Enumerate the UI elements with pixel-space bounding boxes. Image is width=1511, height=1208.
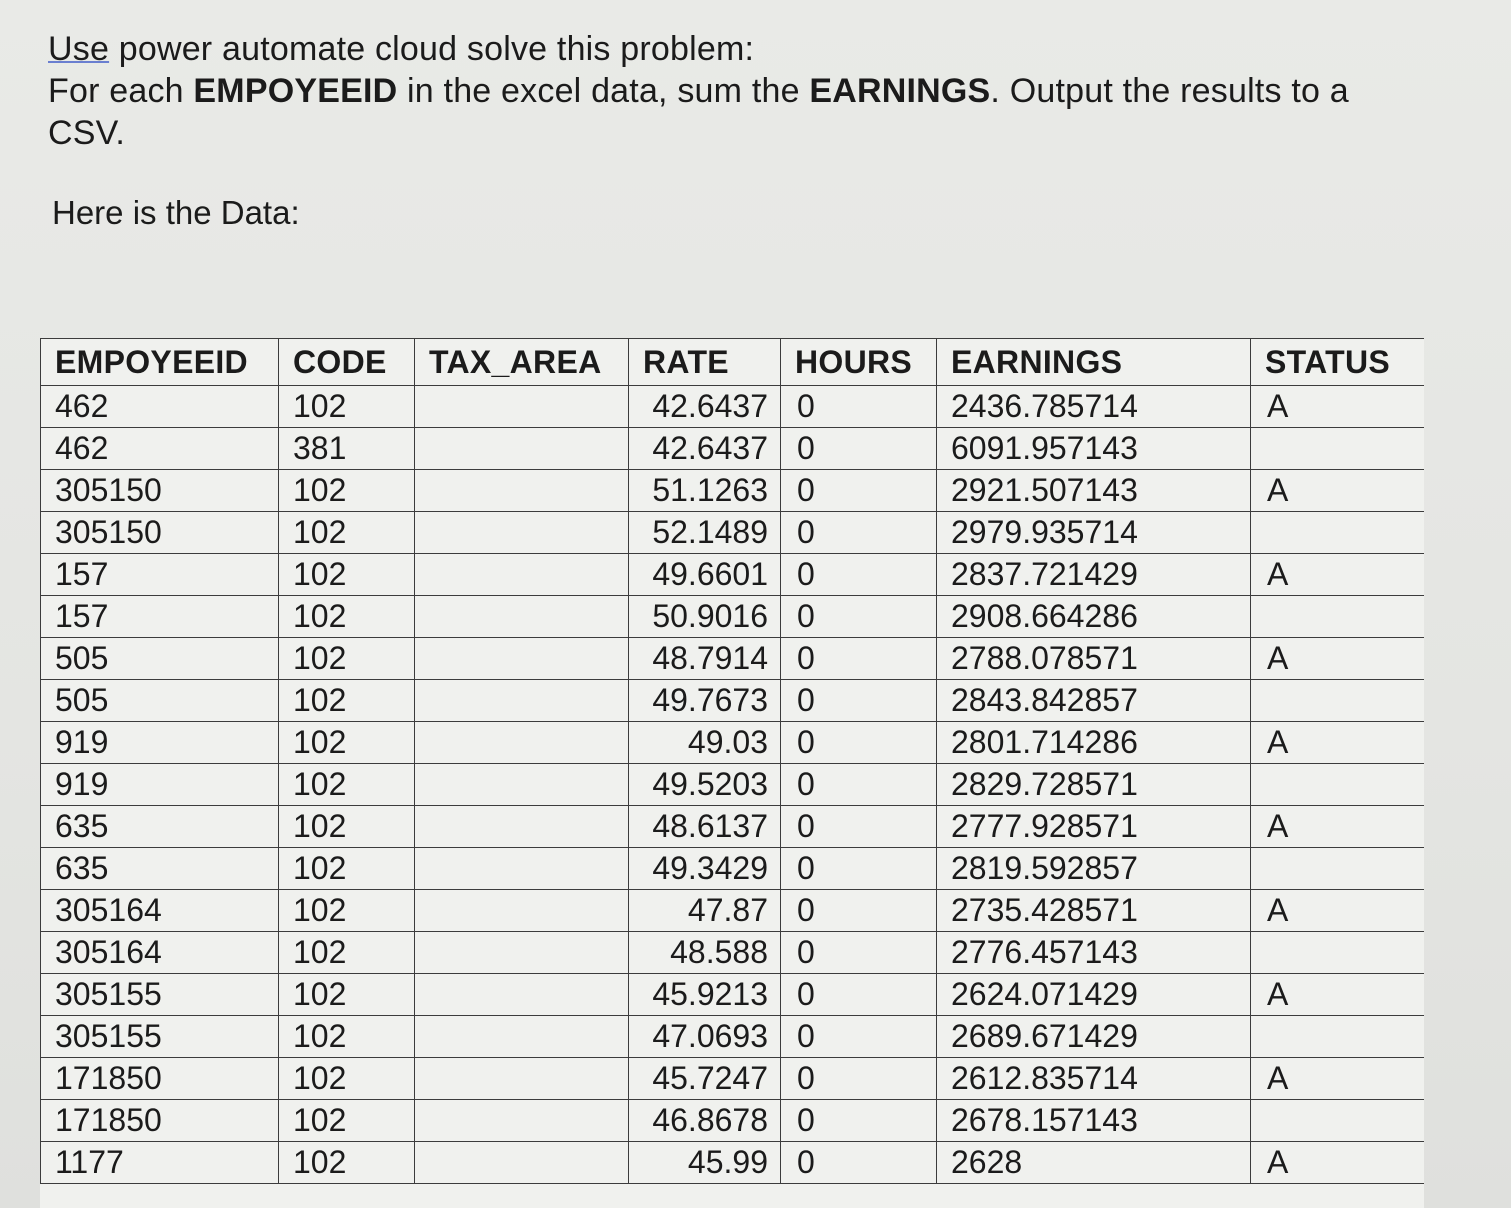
cell-earnings: 2837.721429 bbox=[937, 554, 1251, 596]
column-header-code: CODE bbox=[279, 339, 415, 386]
cell-earnings: 2776.457143 bbox=[937, 932, 1251, 974]
cell-hours: 0 bbox=[781, 848, 937, 890]
cell-earnings: 2819.592857 bbox=[937, 848, 1251, 890]
cell-tax-area bbox=[415, 764, 629, 806]
cell-empoyeeid: 305164 bbox=[41, 932, 279, 974]
instruction-line-2 bbox=[48, 70, 1408, 112]
cell-empoyeeid: 171850 bbox=[41, 1100, 279, 1142]
cell-earnings: 2678.157143 bbox=[937, 1100, 1251, 1142]
cell-earnings: 2908.664286 bbox=[937, 596, 1251, 638]
table-row bbox=[41, 386, 1425, 428]
cell-tax-area bbox=[415, 554, 629, 596]
cell-rate: 48.588 bbox=[629, 932, 781, 974]
cell-earnings: 2735.428571 bbox=[937, 890, 1251, 932]
cell-tax-area bbox=[415, 974, 629, 1016]
cell-rate: 46.8678 bbox=[629, 1100, 781, 1142]
cell-status: A bbox=[1251, 386, 1425, 428]
cell-earnings: 2436.785714 bbox=[937, 386, 1251, 428]
table-row bbox=[41, 512, 1425, 554]
cell-rate: 45.9213 bbox=[629, 974, 781, 1016]
cell-hours: 0 bbox=[781, 680, 937, 722]
cell-tax-area bbox=[415, 680, 629, 722]
cell-rate: 42.6437 bbox=[629, 428, 781, 470]
cell-code: 102 bbox=[279, 806, 415, 848]
cell-code: 381 bbox=[279, 428, 415, 470]
cell-earnings: 2777.928571 bbox=[937, 806, 1251, 848]
cell-status bbox=[1251, 1100, 1425, 1142]
cell-status: A bbox=[1251, 554, 1425, 596]
cell-hours: 0 bbox=[781, 554, 937, 596]
cell-empoyeeid: 462 bbox=[41, 386, 279, 428]
problem-statement bbox=[48, 28, 1408, 154]
cell-empoyeeid: 305155 bbox=[41, 974, 279, 1016]
cell-earnings: 2801.714286 bbox=[937, 722, 1251, 764]
cell-hours: 0 bbox=[781, 1058, 937, 1100]
cell-status: A bbox=[1251, 1142, 1425, 1184]
cell-hours: 0 bbox=[781, 932, 937, 974]
cell-code: 102 bbox=[279, 470, 415, 512]
table-header-row bbox=[41, 339, 1425, 386]
cell-hours: 0 bbox=[781, 1142, 937, 1184]
instruction-text: . Output the results to a bbox=[990, 72, 1349, 110]
cell-rate: 49.03 bbox=[629, 722, 781, 764]
table-row bbox=[41, 1016, 1425, 1058]
cell-hours: 0 bbox=[781, 638, 937, 680]
cell-tax-area bbox=[415, 596, 629, 638]
cell-empoyeeid: 305150 bbox=[41, 512, 279, 554]
cell-rate: 48.6137 bbox=[629, 806, 781, 848]
cell-status: A bbox=[1251, 638, 1425, 680]
cell-empoyeeid: 157 bbox=[41, 554, 279, 596]
cell-empoyeeid: 305164 bbox=[41, 890, 279, 932]
data-table bbox=[40, 338, 1424, 1184]
cell-earnings: 2624.071429 bbox=[937, 974, 1251, 1016]
cell-empoyeeid: 305155 bbox=[41, 1016, 279, 1058]
cell-code: 102 bbox=[279, 722, 415, 764]
cell-empoyeeid: 505 bbox=[41, 680, 279, 722]
table-row bbox=[41, 974, 1425, 1016]
cell-code: 102 bbox=[279, 974, 415, 1016]
cell-status: A bbox=[1251, 974, 1425, 1016]
cell-empoyeeid: 919 bbox=[41, 764, 279, 806]
cell-rate: 45.99 bbox=[629, 1142, 781, 1184]
cell-code: 102 bbox=[279, 890, 415, 932]
cell-rate: 49.6601 bbox=[629, 554, 781, 596]
cell-empoyeeid: 919 bbox=[41, 722, 279, 764]
table-row bbox=[41, 1058, 1425, 1100]
cell-code: 102 bbox=[279, 932, 415, 974]
cell-earnings: 2829.728571 bbox=[937, 764, 1251, 806]
instruction-text: For each bbox=[48, 72, 194, 110]
table-row bbox=[41, 680, 1425, 722]
cell-empoyeeid: 157 bbox=[41, 596, 279, 638]
instruction-line-1 bbox=[48, 28, 1408, 70]
cell-rate: 49.3429 bbox=[629, 848, 781, 890]
cell-code: 102 bbox=[279, 1142, 415, 1184]
table-body bbox=[41, 386, 1425, 1184]
table-row bbox=[41, 722, 1425, 764]
cell-tax-area bbox=[415, 512, 629, 554]
instruction-text: in the excel data, sum the bbox=[397, 72, 810, 110]
cell-empoyeeid: 462 bbox=[41, 428, 279, 470]
table-row bbox=[41, 428, 1425, 470]
table-row bbox=[41, 470, 1425, 512]
field-name-employeeid: EMPOYEEID bbox=[193, 72, 398, 110]
cell-rate: 49.5203 bbox=[629, 764, 781, 806]
data-intro-text: Here is the Data: bbox=[52, 194, 300, 231]
cell-status bbox=[1251, 764, 1425, 806]
column-header-empoyeeid: EMPOYEEID bbox=[41, 339, 279, 386]
cell-hours: 0 bbox=[781, 1016, 937, 1058]
cell-earnings: 2921.507143 bbox=[937, 470, 1251, 512]
cell-hours: 0 bbox=[781, 512, 937, 554]
cell-tax-area bbox=[415, 386, 629, 428]
cell-status: A bbox=[1251, 470, 1425, 512]
cell-tax-area bbox=[415, 932, 629, 974]
cell-code: 102 bbox=[279, 596, 415, 638]
cell-rate: 50.9016 bbox=[629, 596, 781, 638]
cell-hours: 0 bbox=[781, 722, 937, 764]
cell-rate: 48.7914 bbox=[629, 638, 781, 680]
cell-rate: 45.7247 bbox=[629, 1058, 781, 1100]
cell-status: A bbox=[1251, 806, 1425, 848]
cell-rate: 49.7673 bbox=[629, 680, 781, 722]
cell-rate: 42.6437 bbox=[629, 386, 781, 428]
cell-empoyeeid: 505 bbox=[41, 638, 279, 680]
table-row bbox=[41, 806, 1425, 848]
data-table-container bbox=[40, 338, 1424, 1208]
cell-tax-area bbox=[415, 638, 629, 680]
table-row bbox=[41, 596, 1425, 638]
cell-code: 102 bbox=[279, 1058, 415, 1100]
column-header-earnings: EARNINGS bbox=[937, 339, 1251, 386]
cell-code: 102 bbox=[279, 764, 415, 806]
cell-hours: 0 bbox=[781, 764, 937, 806]
cell-code: 102 bbox=[279, 554, 415, 596]
cell-code: 102 bbox=[279, 638, 415, 680]
cell-code: 102 bbox=[279, 680, 415, 722]
cell-empoyeeid: 171850 bbox=[41, 1058, 279, 1100]
cell-status: A bbox=[1251, 890, 1425, 932]
cell-earnings: 2612.835714 bbox=[937, 1058, 1251, 1100]
cell-code: 102 bbox=[279, 1100, 415, 1142]
cell-hours: 0 bbox=[781, 806, 937, 848]
table-row bbox=[41, 890, 1425, 932]
cell-rate: 51.1263 bbox=[629, 470, 781, 512]
cell-tax-area bbox=[415, 890, 629, 932]
cell-code: 102 bbox=[279, 386, 415, 428]
cell-hours: 0 bbox=[781, 890, 937, 932]
cell-hours: 0 bbox=[781, 470, 937, 512]
field-name-earnings: EARNINGS bbox=[809, 72, 991, 110]
table-row bbox=[41, 1142, 1425, 1184]
cell-tax-area bbox=[415, 428, 629, 470]
cell-tax-area bbox=[415, 1016, 629, 1058]
column-header-tax-area: TAX_AREA bbox=[415, 339, 629, 386]
table-row bbox=[41, 638, 1425, 680]
table-row bbox=[41, 1100, 1425, 1142]
cell-hours: 0 bbox=[781, 386, 937, 428]
cell-status bbox=[1251, 1016, 1425, 1058]
cell-status bbox=[1251, 428, 1425, 470]
cell-status bbox=[1251, 680, 1425, 722]
table-row bbox=[41, 764, 1425, 806]
cell-earnings: 2628 bbox=[937, 1142, 1251, 1184]
cell-earnings: 2788.078571 bbox=[937, 638, 1251, 680]
instruction-line-1-text: power automate cloud solve this problem: bbox=[109, 30, 755, 68]
cell-tax-area bbox=[415, 806, 629, 848]
cell-tax-area bbox=[415, 470, 629, 512]
table-row bbox=[41, 932, 1425, 974]
cell-status bbox=[1251, 932, 1425, 974]
cell-status: A bbox=[1251, 1058, 1425, 1100]
cell-earnings: 2979.935714 bbox=[937, 512, 1251, 554]
cell-rate: 47.87 bbox=[629, 890, 781, 932]
cell-status bbox=[1251, 512, 1425, 554]
column-header-rate: RATE bbox=[629, 339, 781, 386]
cell-empoyeeid: 635 bbox=[41, 848, 279, 890]
cell-earnings: 6091.957143 bbox=[937, 428, 1251, 470]
cell-earnings: 2843.842857 bbox=[937, 680, 1251, 722]
cell-empoyeeid: 1177 bbox=[41, 1142, 279, 1184]
instruction-line-3: CSV. bbox=[48, 114, 126, 152]
column-header-hours: HOURS bbox=[781, 339, 937, 386]
cell-hours: 0 bbox=[781, 596, 937, 638]
cell-tax-area bbox=[415, 722, 629, 764]
cell-code: 102 bbox=[279, 848, 415, 890]
cell-code: 102 bbox=[279, 1016, 415, 1058]
cell-hours: 0 bbox=[781, 1100, 937, 1142]
cell-rate: 47.0693 bbox=[629, 1016, 781, 1058]
cell-hours: 0 bbox=[781, 974, 937, 1016]
cell-rate: 52.1489 bbox=[629, 512, 781, 554]
cell-status: A bbox=[1251, 722, 1425, 764]
cell-status bbox=[1251, 848, 1425, 890]
table-row bbox=[41, 848, 1425, 890]
cell-earnings: 2689.671429 bbox=[937, 1016, 1251, 1058]
cell-tax-area bbox=[415, 1100, 629, 1142]
underlined-word: Use bbox=[48, 30, 110, 68]
cell-tax-area bbox=[415, 1142, 629, 1184]
cell-tax-area bbox=[415, 848, 629, 890]
cell-tax-area bbox=[415, 1058, 629, 1100]
cell-status bbox=[1251, 596, 1425, 638]
cell-empoyeeid: 305150 bbox=[41, 470, 279, 512]
cell-hours: 0 bbox=[781, 428, 937, 470]
table-row bbox=[41, 554, 1425, 596]
cell-code: 102 bbox=[279, 512, 415, 554]
column-header-status: STATUS bbox=[1251, 339, 1425, 386]
cell-empoyeeid: 635 bbox=[41, 806, 279, 848]
